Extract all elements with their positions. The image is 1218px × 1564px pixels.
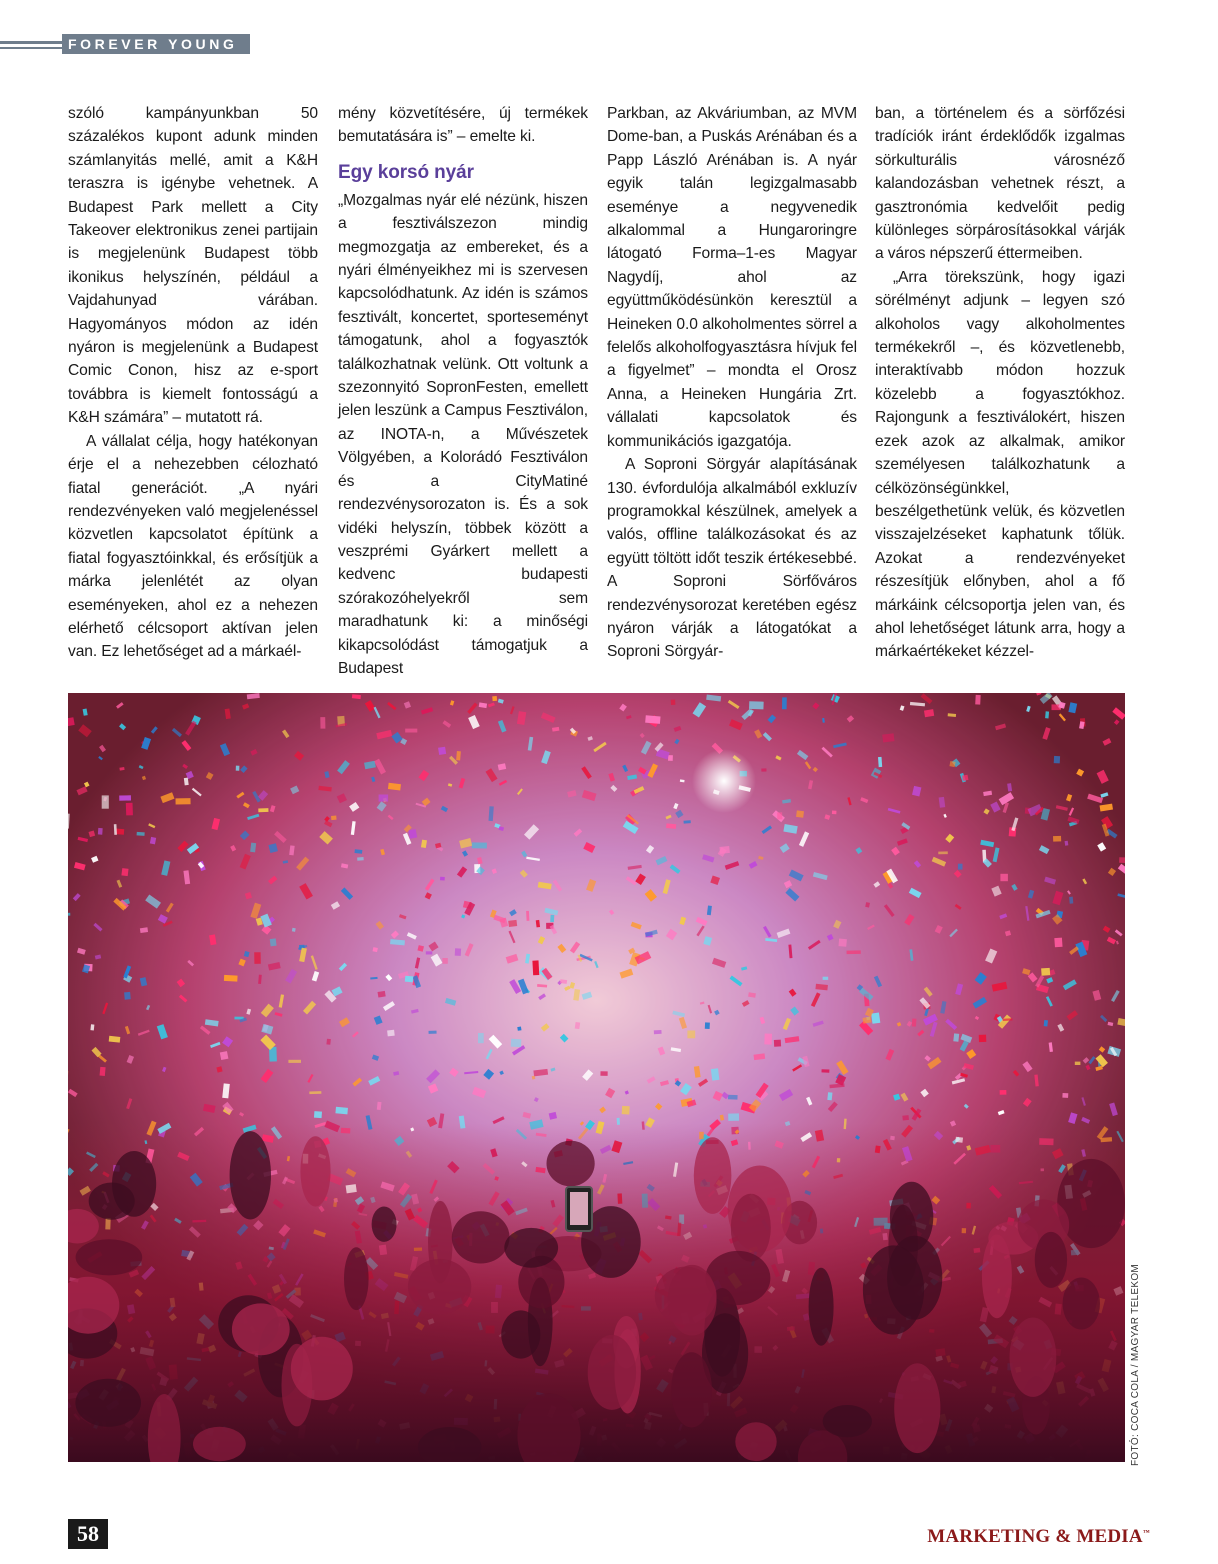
header-rule: [0, 41, 62, 44]
paragraph: A vállalat célja, hogy hatékonyan érje el a nehezebben célozható fiatal generációt. „A nyári rendezvényeken való megjelenéssel közvetlen kapcsolatot építünk a fiatal fogyasztóinkkal, és erősítjük a márka jelenlétét az olyan eseményeken, ahol ez a nehezen elérhető célcsoport aktívan jelen van. Ez lehetőséget ad a márkaél-: [68, 432, 318, 661]
paragraph: mény közvetítésére, új termékek bemutatására is” – emelte ki.: [338, 105, 588, 146]
subheading: Egy korsó nyár: [338, 161, 474, 183]
brand-name: MARKETING & MEDIA: [927, 1526, 1143, 1547]
paragraph: ban, a történelem és a sörfőzési tradíciók iránt érdeklődők izgalmas sörkulturális városnéző kalandozásban vehetnek részt, a gasztronómia kedvelőit pedig különleges sörpárosításokkal várják a város népszerű éttermeiben.: [875, 105, 1125, 263]
trademark-mark: ™: [1142, 1528, 1150, 1537]
photo-credit: FOTÓ: COCA COLA / MAGYAR TELEKOM: [1130, 1263, 1141, 1466]
page-number: 58: [68, 1519, 108, 1549]
paragraph: A Soproni Sörgyár alapításának 130. évfordulója alkalmából exkluzív programokkal készülnek, amelyek a valós, offline találkozásokat és az együtt töltött időt teszik értékesebbé. A Soproni Sörfőváros rendezvénysorozat keretében egész nyáron várják a látogatókat a Soproni Sörgyár-: [607, 456, 857, 661]
paragraph: „Mozgalmas nyár elé nézünk, hiszen a fesztiválszezon mindig megmozgatja az embereket, és a nyári élményeikhez mi is szervesen kapcsolódhatunk. Az idén is számos fesztivált, koncertet, sporteseményt támogatunk, ahol a fogyasztók találkozhatnak velünk. Ott voltunk a szezonnyitó SopronFesten, emellett jelen leszünk a Campus Fesztiválon, az INOTA-n, a Művészetek Völgyében, a Kolorádó Fesztiválon és a CityMatiné rendezvénysorozaton is. És a sok vidéki helyszín, többek között a veszprémi Gyárkert mellett a kedvenc budapesti szórakozóhelyekről sem maradhatunk ki: a minőségi kikapcsolódást támogatjuk a Budapest: [338, 191, 588, 677]
paragraph: Parkban, az Akváriumban, az MVM Dome-ban, a Puskás Arénában és a Papp László Arénában is. A nyár egyik talán legizgalmasabb eseménye a negyvenedik alkalommal a Hungaroringre látogató Forma–1-es Magyar Nagydíj, ahol az együttműködésünkön keresztül a Heineken 0.0 alkoholmentes sörrel a felelős alkoholfogyasztásra hívjuk fel a figyelmet” – mondta el Orosz Anna, a Heineken Hungária Zrt. vállalati kapcsolatok és kommunikációs igazgatója.: [607, 105, 857, 450]
article-column-2: [338, 102, 588, 680]
magazine-logo: [927, 1526, 1150, 1548]
article-column-1: [68, 102, 318, 664]
article-column-4: [875, 102, 1125, 664]
festival-confetti-photo: [68, 693, 1125, 1462]
header-rule-2: [0, 47, 62, 49]
paragraph: „Arra törekszünk, hogy igazi sörélményt adjunk – legyen szó alkoholos vagy alkoholmentes termékekről –, és közvetlenebb, interaktívabb módon hozzuk közelebb a fogyasztókhoz. Rajongunk a fesztiválokért, hiszen ezek azok az alkalmak, amikor személyesen találkozhatunk a célközönségünkkel, beszélgethetünk velük, és közvetlen visszajelzéseket kaphatunk tőlük. Azokat a rendezvényeket részesítjük előnyben, ahol a fő márkáink célcsoportja jelen van, és ahol lehetőséget látunk arra, hogy a márkaértékeket kézzel-: [875, 268, 1125, 661]
article-column-3: [607, 102, 857, 664]
section-tag: FOREVER YOUNG: [62, 34, 250, 54]
paragraph: szóló kampányunkban 50 százalékos kupont adunk minden számlanyitás mellé, amit a K&H teraszra is igénybe vehetnek. A Budapest Park mellett a City Takeover elektronikus zenei partijain is megjelenünk Budapest több ikonikus helyszínén, például a Vajdahunyad várában. Hagyományos módon az idén nyáron is megjelenünk a Budapest Comic Conon, hisz az e-sport továbbra is kiemelt fontosságú a K&H számára” – mutatott rá.: [68, 105, 318, 427]
